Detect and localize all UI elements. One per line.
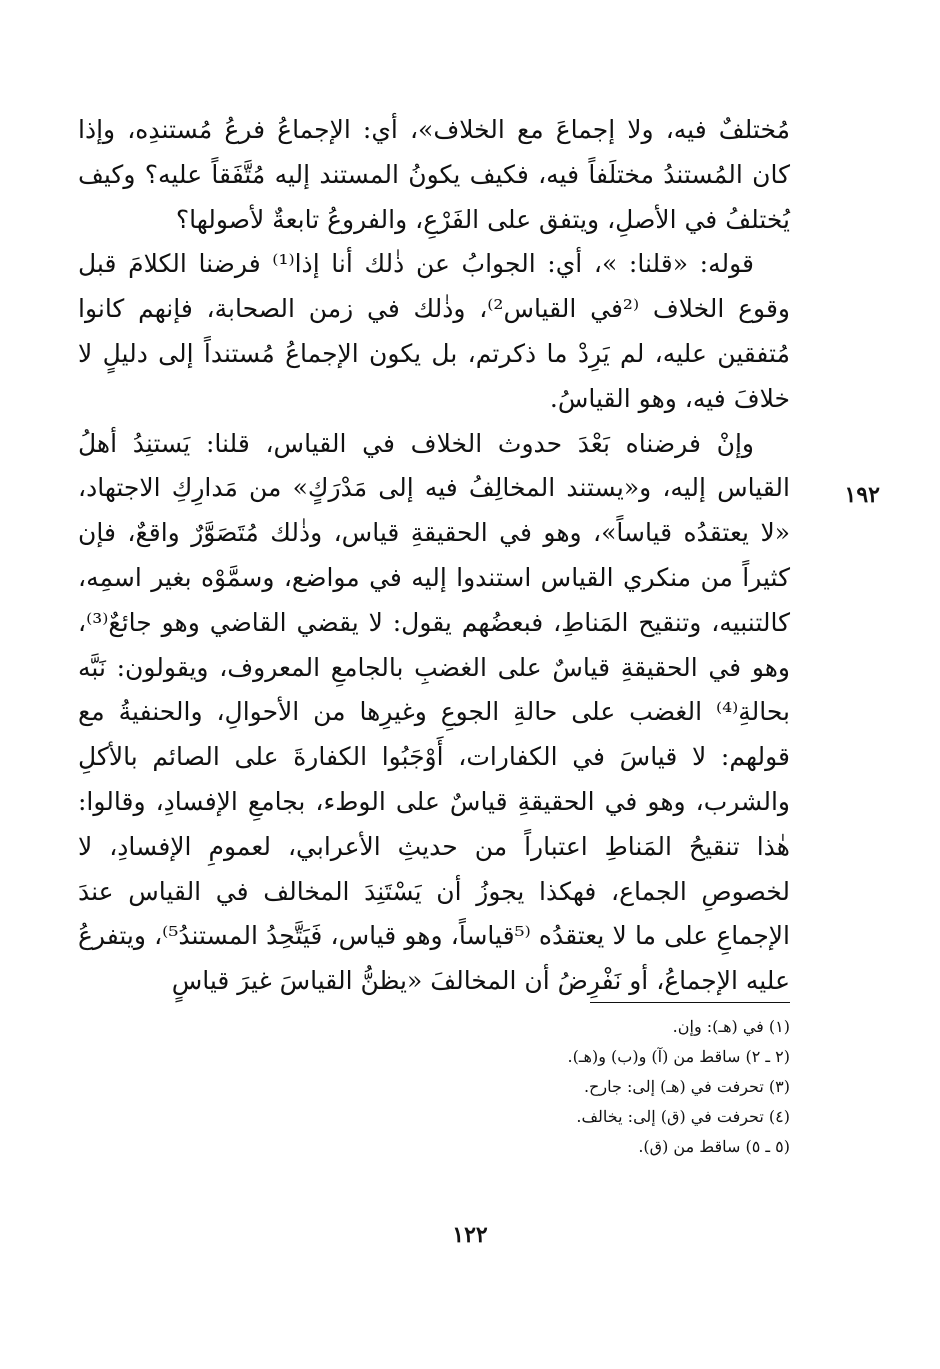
margin-page-reference: ١٩٢ bbox=[844, 482, 880, 508]
footnote-5: (٥ ـ ٥) ساقط من (ق). bbox=[638, 1137, 790, 1156]
footnote-1: (١) في (هـ): وإن. bbox=[672, 1017, 790, 1036]
footnotes bbox=[380, 1012, 790, 1162]
footnote-3: (٣) تحرفت في (هـ) إلى: جارح. bbox=[583, 1077, 790, 1096]
page-number: ١٢٢ bbox=[452, 1222, 488, 1248]
paragraph-3: وإنْ فرضناه بَعْدَ حدوث الخلاف في القياس، قلنا: يَستنِدُ أهلُ القياس إليه، و«يستند المخالِفُ فيه إلى مَدْرَكٍ» من مَدارِكِ الاجتهاد، «لا يعتقدُه قياساً»، وهو في الحقيقةِ قياس، وذٰلك مُتَصَوَّرٌ واقعٌ، فإن كثيراً من منكري القياس استندوا إليه في مواضع، وسمَّوْه بغير اسمِه، كالتنبيه، وتنقيح المَناطِ، فبعضُهم يقول: لا يقضي القاضي وهو جائعٌ⁽³⁾، وهو في الحقيقةِ قياسٌ على الغضبِ بالجامعِ المعروف، ويقولون: نَبَّه بحالةِ⁽⁴⁾ الغضب على حالةِ الجوعِ وغيرِها من الأحوالِ، والحنفيةُ مع قولهم: لا قياسَ في الكفارات، أَوْجَبُوا الكفارةَ على الصائم بالأكلِ والشرب، وهو في الحقيقةِ قياسٌ على الوطء، بجامعِ الإفسادِ، وقالوا: هٰذا تنقيحُ المَناطِ اعتباراً من حديثِ الأعرابي، لعمومِ الإفسادِ، لا لخصوصِ الجماع، فهكذا يجوزُ أن يَسْتَنِدَ المخالف في القياس عندَ الإجماعِ على ما لا يعتقدُه ⁽⁵قياساً، وهو قياس، فَيَتَّحِدُ المستندُ⁵⁾، ويتفرعُ عليه الإجماعُ، أو نَفْرِضُ أن المخالفَ «يظنُّ القياسَ غيرَ قياسٍ bbox=[78, 428, 791, 996]
footnote-4: (٤) تحرفت في (ق) إلى: يخالف. bbox=[576, 1107, 790, 1126]
paragraph-2: قوله: «قلنا: »، أي: الجوابُ عن ذٰلك أنا إذا⁽¹⁾ فرضنا الكلامَ قبل وقوع الخلاف ⁽²في القياس²⁾، وذٰلك في زمن الصحابة، فإنهم كانوا مُتفقين عليه، لم يَرِدْ ما ذكرتم، بل يكون الإجماعُ مُستنداً إلى دليلٍ لا خلافَ فيه، وهو القياسُ. bbox=[78, 249, 790, 413]
main-text-block bbox=[78, 108, 790, 1004]
footnote-divider bbox=[590, 1002, 790, 1003]
paragraph-1: مُختلفٌ فيه، ولا إجماعَ مع الخلاف»، أي: الإجماعُ فرعُ مُستندِه، وإذا كان المُستندُ مختلَفاً فيه، فكيف يكونُ المستند إليه مُتَّفَقاً عليه؟ وكيف يُختلفُ في الأصلِ، ويتفق على الفَرْعِ، والفروعُ تابعةٌ لأصولها؟ bbox=[78, 115, 790, 234]
footnote-2: (٢ ـ ٢) ساقط من (آ) و(ب) و(هـ). bbox=[567, 1047, 790, 1066]
